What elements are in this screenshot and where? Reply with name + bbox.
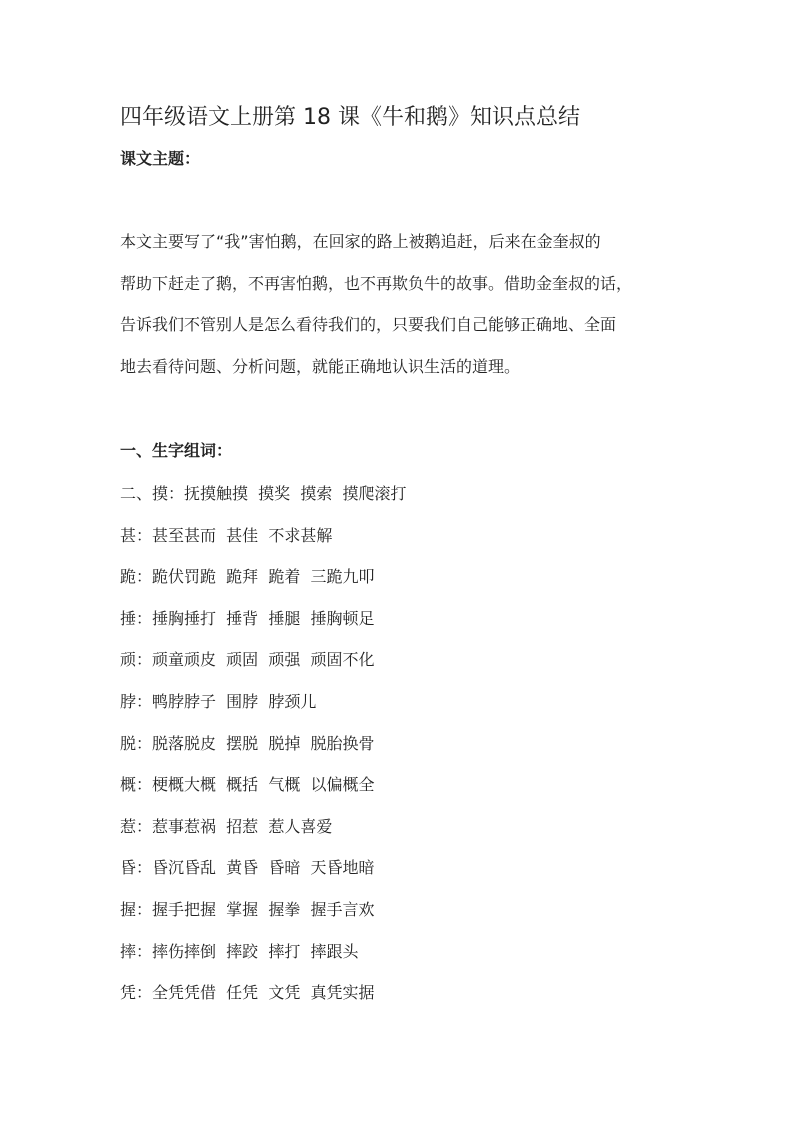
word-list-item: 惹：惹事惹祸 招惹 惹人喜爱 [120, 816, 333, 836]
theme-paragraph [120, 228, 685, 394]
word-list-item: 昏：昏沉昏乱 黄昏 昏暗 天昏地暗 [120, 858, 375, 878]
theme-line: 告诉我们不管别人是怎么看待我们的，只要我们自己能够正确地、全面 [120, 315, 617, 335]
word-list-item: 概：梗概大概 概括 气概 以偏概全 [120, 775, 375, 795]
words-heading: 一、生字组词： [120, 441, 233, 460]
word-list [120, 480, 407, 1021]
word-list-item: 跪：跪伏罚跪 跪拜 跪着 三跪九叩 [120, 567, 375, 587]
word-list-item: 脱：脱落脱皮 摆脱 脱掉 脱胎换骨 [120, 733, 375, 753]
theme-line: 地去看待问题、分析问题，就能正确地认识生活的道理。 [120, 356, 521, 376]
word-list-item: 脖：鸭脖脖子 围脖 脖颈儿 [120, 691, 317, 711]
word-list-item: 捶：捶胸捶打 捶背 捶腿 捶胸顿足 [120, 608, 375, 628]
word-list-item: 二、摸：抚摸触摸 摸奖 摸索 摸爬滚打 [120, 484, 407, 503]
word-list-item: 凭：全凭凭借 任凭 文凭 真凭实据 [120, 983, 375, 1003]
word-list-item: 甚：甚至甚而 甚佳 不求甚解 [120, 525, 333, 545]
word-list-item: 摔：摔伤摔倒 摔跤 摔打 摔跟头 [120, 941, 359, 961]
theme-line: 帮助下赶走了鹅，不再害怕鹅，也不再欺负牛的故事。借助金奎叔的话， [120, 273, 633, 293]
document-title: 四年级语文上册第 18 课《牛和鹅》知识点总结 [120, 105, 580, 130]
word-list-item: 握：握手把握 掌握 握拳 握手言欢 [120, 899, 375, 919]
word-list-item: 顽：顽童顽皮 顽固 顽强 顽固不化 [120, 650, 375, 670]
theme-heading: 课文主题： [120, 149, 201, 168]
theme-line: 本文主要写了“我”害怕鹅，在回家的路上被鹅追赶，后来在金奎叔的 [120, 232, 601, 251]
